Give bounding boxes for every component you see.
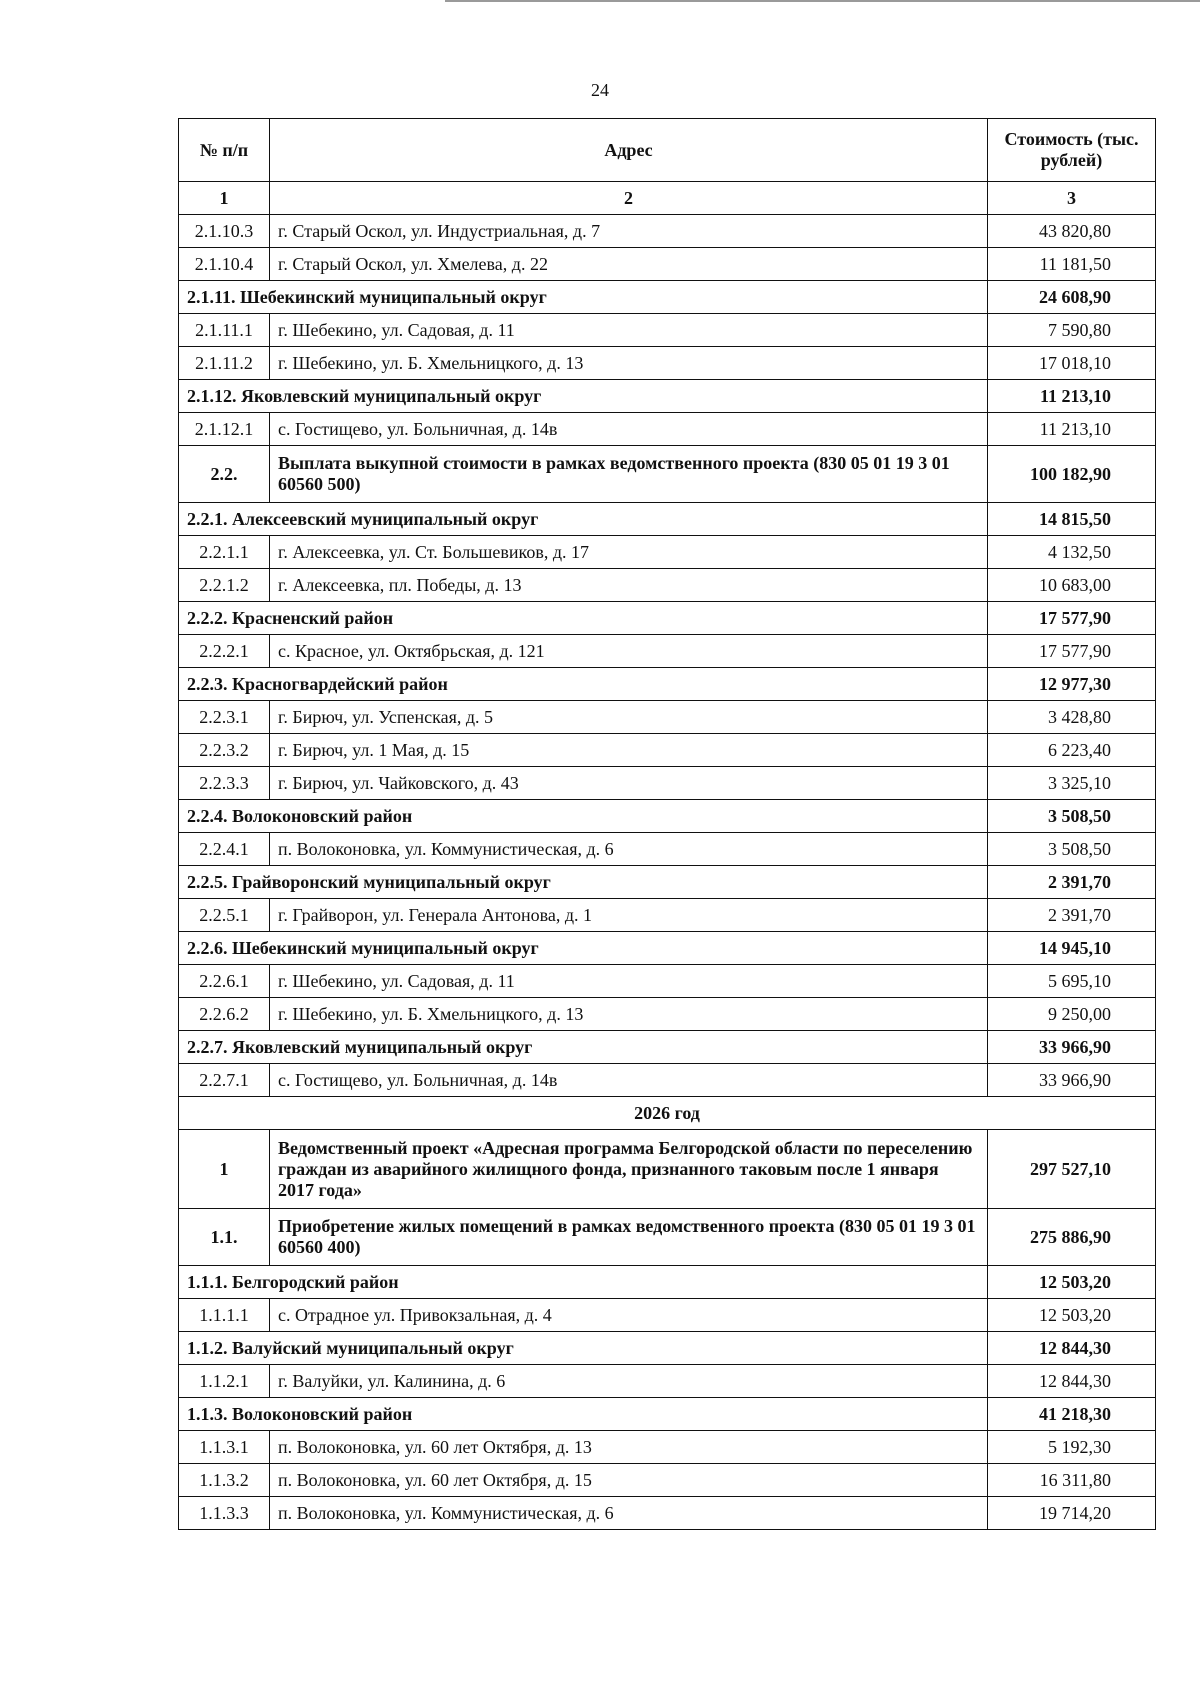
top-border-line xyxy=(445,0,1200,2)
table-row xyxy=(179,536,1156,569)
row-number: 2.2.4.1 xyxy=(179,833,270,866)
row-number: 2.1.10.4 xyxy=(179,248,270,281)
row-address: г. Бирюч, ул. Успенская, д. 5 xyxy=(270,701,988,734)
district-name: 2.2.6. Шебекинский муниципальный округ xyxy=(179,932,988,965)
district-name: 1.1.1. Белгородский район xyxy=(179,1266,988,1299)
row-cost: 5 192,30 xyxy=(988,1431,1156,1464)
table-row xyxy=(179,413,1156,446)
row-cost: 5 695,10 xyxy=(988,965,1156,998)
row-address: Выплата выкупной стоимости в рамках ведомственного проекта (830 05 01 19 3 01 60560 500) xyxy=(270,446,988,503)
district-name: 2.2.4. Волоконовский район xyxy=(179,800,988,833)
row-number: 2.1.12.1 xyxy=(179,413,270,446)
table-row xyxy=(179,1497,1156,1530)
row-address: г. Алексеевка, ул. Ст. Большевиков, д. 17 xyxy=(270,536,988,569)
row-cost: 275 886,90 xyxy=(988,1209,1156,1266)
row-number: 2.2.1.1 xyxy=(179,536,270,569)
row-address: г. Бирюч, ул. 1 Мая, д. 15 xyxy=(270,734,988,767)
row-cost: 12 503,20 xyxy=(988,1299,1156,1332)
table-row xyxy=(179,215,1156,248)
row-number: 1.1.3.3 xyxy=(179,1497,270,1530)
row-address: с. Отрадное ул. Привокзальная, д. 4 xyxy=(270,1299,988,1332)
district-cost: 12 503,20 xyxy=(988,1266,1156,1299)
row-cost: 7 590,80 xyxy=(988,314,1156,347)
row-address: г. Шебекино, ул. Б. Хмельницкого, д. 13 xyxy=(270,998,988,1031)
table-row xyxy=(179,734,1156,767)
table-row xyxy=(179,569,1156,602)
district-row xyxy=(179,602,1156,635)
district-cost: 11 213,10 xyxy=(988,380,1156,413)
row-cost: 19 714,20 xyxy=(988,1497,1156,1530)
row-cost: 6 223,40 xyxy=(988,734,1156,767)
district-row xyxy=(179,1266,1156,1299)
district-name: 2.1.11. Шебекинский муниципальный округ xyxy=(179,281,988,314)
district-name: 2.2.1. Алексеевский муниципальный округ xyxy=(179,503,988,536)
row-cost: 3 428,80 xyxy=(988,701,1156,734)
row-cost: 12 844,30 xyxy=(988,1365,1156,1398)
row-address: с. Гостищево, ул. Больничная, д. 14в xyxy=(270,1064,988,1097)
row-cost: 10 683,00 xyxy=(988,569,1156,602)
table-row xyxy=(179,635,1156,668)
year-cell: 2026 год xyxy=(179,1097,1156,1130)
row-number: 2.2.6.2 xyxy=(179,998,270,1031)
row-cost: 9 250,00 xyxy=(988,998,1156,1031)
row-number: 2.1.10.3 xyxy=(179,215,270,248)
row-number: 1 xyxy=(179,1130,270,1209)
housing-cost-table xyxy=(178,118,1156,1530)
row-cost: 11 181,50 xyxy=(988,248,1156,281)
row-address: п. Волоконовка, ул. Коммунистическая, д. 6 xyxy=(270,1497,988,1530)
district-name: 2.2.2. Красненский район xyxy=(179,602,988,635)
table-row xyxy=(179,1431,1156,1464)
column-number: 1 xyxy=(179,182,270,215)
district-row xyxy=(179,503,1156,536)
page-number: 24 xyxy=(591,80,609,100)
table-row xyxy=(179,767,1156,800)
row-address: г. Алексеевка, пл. Победы, д. 13 xyxy=(270,569,988,602)
table-row xyxy=(179,1365,1156,1398)
table-row xyxy=(179,347,1156,380)
row-address: г. Шебекино, ул. Садовая, д. 11 xyxy=(270,965,988,998)
row-number: 2.2.1.2 xyxy=(179,569,270,602)
row-number: 2.1.11.1 xyxy=(179,314,270,347)
section-row xyxy=(179,446,1156,503)
district-cost: 14 815,50 xyxy=(988,503,1156,536)
district-cost: 24 608,90 xyxy=(988,281,1156,314)
row-cost: 3 508,50 xyxy=(988,833,1156,866)
row-address: г. Шебекино, ул. Садовая, д. 11 xyxy=(270,314,988,347)
row-number: 2.2.2.1 xyxy=(179,635,270,668)
row-number: 1.1.3.1 xyxy=(179,1431,270,1464)
table-row xyxy=(179,965,1156,998)
header-num: № п/п xyxy=(179,119,270,182)
district-name: 2.2.5. Грайворонский муниципальный округ xyxy=(179,866,988,899)
row-number: 1.1.3.2 xyxy=(179,1464,270,1497)
district-row xyxy=(179,668,1156,701)
row-address: г. Шебекино, ул. Б. Хмельницкого, д. 13 xyxy=(270,347,988,380)
column-number-row xyxy=(179,182,1156,215)
section-row xyxy=(179,1209,1156,1266)
row-cost: 17 577,90 xyxy=(988,635,1156,668)
header-address: Адрес xyxy=(270,119,988,182)
district-cost: 3 508,50 xyxy=(988,800,1156,833)
district-cost: 2 391,70 xyxy=(988,866,1156,899)
row-number: 2.2.3.3 xyxy=(179,767,270,800)
column-number: 2 xyxy=(270,182,988,215)
row-number: 1.1.2.1 xyxy=(179,1365,270,1398)
table-row xyxy=(179,248,1156,281)
row-cost: 4 132,50 xyxy=(988,536,1156,569)
row-number: 1.1.1.1 xyxy=(179,1299,270,1332)
section-row xyxy=(179,1130,1156,1209)
district-row xyxy=(179,866,1156,899)
row-address: г. Валуйки, ул. Калинина, д. 6 xyxy=(270,1365,988,1398)
row-number: 2.2. xyxy=(179,446,270,503)
district-name: 2.1.12. Яковлевский муниципальный округ xyxy=(179,380,988,413)
table-body xyxy=(179,215,1156,1530)
row-address: Ведомственный проект «Адресная программа Белгородской области по переселению граждан из аварийного жилищного фонда, признанного таковым после 1 января 2017 года» xyxy=(270,1130,988,1209)
district-row xyxy=(179,1332,1156,1365)
table-row xyxy=(179,833,1156,866)
column-number: 3 xyxy=(988,182,1156,215)
table-row xyxy=(179,1064,1156,1097)
row-address: п. Волоконовка, ул. 60 лет Октября, д. 15 xyxy=(270,1464,988,1497)
row-address: с. Красное, ул. Октябрьская, д. 121 xyxy=(270,635,988,668)
row-address: г. Старый Оскол, ул. Индустриальная, д. 7 xyxy=(270,215,988,248)
district-name: 1.1.3. Волоконовский район xyxy=(179,1398,988,1431)
table-header-row xyxy=(179,119,1156,182)
district-cost: 12 844,30 xyxy=(988,1332,1156,1365)
district-cost: 17 577,90 xyxy=(988,602,1156,635)
row-number: 1.1. xyxy=(179,1209,270,1266)
table-row xyxy=(179,314,1156,347)
table-row xyxy=(179,1299,1156,1332)
table-row xyxy=(179,998,1156,1031)
row-address: г. Бирюч, ул. Чайковского, д. 43 xyxy=(270,767,988,800)
header-cost: Стоимость (тыс. рублей) xyxy=(988,119,1156,182)
row-number: 2.2.6.1 xyxy=(179,965,270,998)
district-name: 2.2.3. Красногвардейский район xyxy=(179,668,988,701)
row-number: 2.2.5.1 xyxy=(179,899,270,932)
row-number: 2.1.11.2 xyxy=(179,347,270,380)
row-cost: 17 018,10 xyxy=(988,347,1156,380)
row-address: п. Волоконовка, ул. 60 лет Октября, д. 13 xyxy=(270,1431,988,1464)
district-row xyxy=(179,281,1156,314)
row-number: 2.2.7.1 xyxy=(179,1064,270,1097)
row-cost: 297 527,10 xyxy=(988,1130,1156,1209)
row-cost: 33 966,90 xyxy=(988,1064,1156,1097)
row-address: г. Старый Оскол, ул. Хмелева, д. 22 xyxy=(270,248,988,281)
district-cost: 41 218,30 xyxy=(988,1398,1156,1431)
row-number: 2.2.3.1 xyxy=(179,701,270,734)
row-number: 2.2.3.2 xyxy=(179,734,270,767)
district-row xyxy=(179,1398,1156,1431)
row-address: п. Волоконовка, ул. Коммунистическая, д. 6 xyxy=(270,833,988,866)
district-row xyxy=(179,800,1156,833)
district-cost: 12 977,30 xyxy=(988,668,1156,701)
row-cost: 3 325,10 xyxy=(988,767,1156,800)
row-cost: 2 391,70 xyxy=(988,899,1156,932)
row-address: г. Грайворон, ул. Генерала Антонова, д. 1 xyxy=(270,899,988,932)
district-cost: 33 966,90 xyxy=(988,1031,1156,1064)
table-row xyxy=(179,899,1156,932)
year-row xyxy=(179,1097,1156,1130)
row-cost: 11 213,10 xyxy=(988,413,1156,446)
district-name: 2.2.7. Яковлевский муниципальный округ xyxy=(179,1031,988,1064)
row-cost: 100 182,90 xyxy=(988,446,1156,503)
table-row xyxy=(179,1464,1156,1497)
row-address: с. Гостищево, ул. Больничная, д. 14в xyxy=(270,413,988,446)
district-row xyxy=(179,380,1156,413)
district-row xyxy=(179,932,1156,965)
table-row xyxy=(179,701,1156,734)
row-cost: 16 311,80 xyxy=(988,1464,1156,1497)
district-row xyxy=(179,1031,1156,1064)
district-cost: 14 945,10 xyxy=(988,932,1156,965)
row-cost: 43 820,80 xyxy=(988,215,1156,248)
district-name: 1.1.2. Валуйский муниципальный округ xyxy=(179,1332,988,1365)
row-address: Приобретение жилых помещений в рамках ведомственного проекта (830 05 01 19 3 01 60560 400) xyxy=(270,1209,988,1266)
